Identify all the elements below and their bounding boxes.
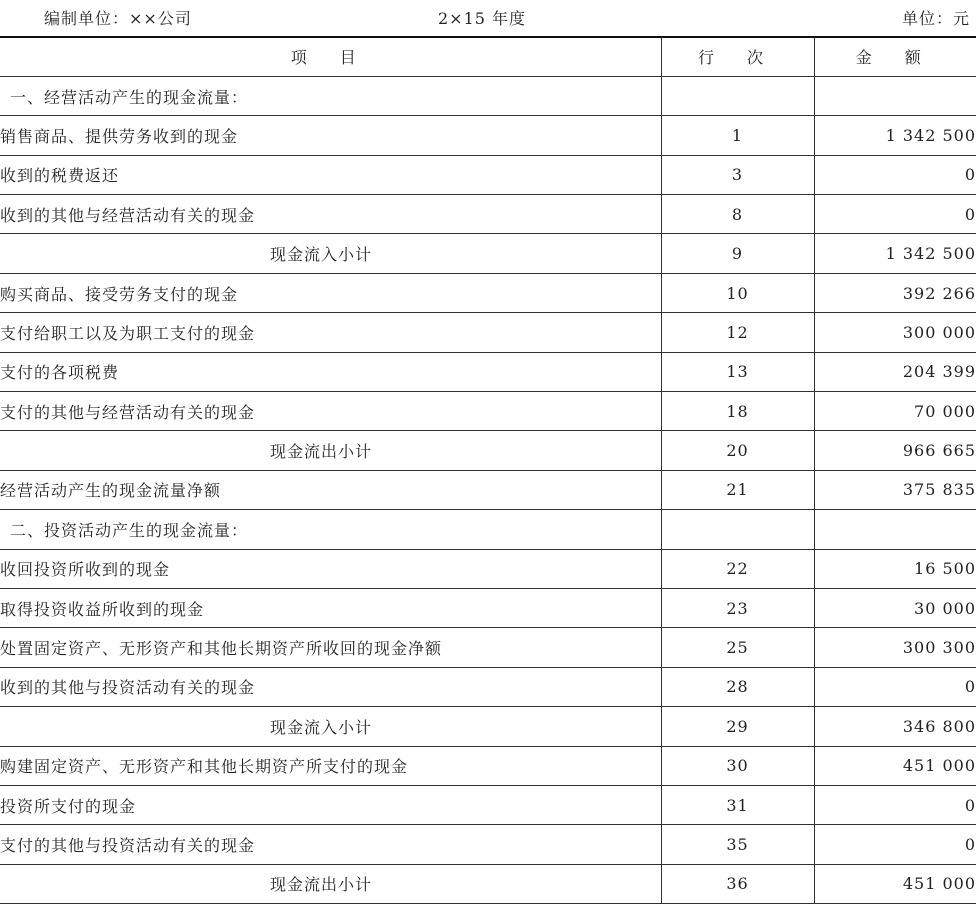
- item-cell: 现金流出小计: [0, 864, 661, 903]
- line-number-cell: 23: [661, 588, 814, 627]
- amount-cell: 204 399: [814, 352, 976, 391]
- line-number-cell: 36: [661, 864, 814, 903]
- amount-cell: 0: [814, 155, 976, 194]
- amount-cell: 0: [814, 195, 976, 234]
- cash-flow-table: [0, 36, 976, 904]
- amount-cell: 1 342 500: [814, 234, 976, 273]
- item-cell: 现金流出小计: [0, 431, 661, 470]
- amount-cell: 70 000: [814, 392, 976, 431]
- column-header-amount: 金 额: [814, 37, 976, 76]
- table-row: [0, 195, 976, 234]
- column-header-item: 项 目: [0, 37, 661, 76]
- amount-cell: 451 000: [814, 746, 976, 785]
- header-row: [0, 37, 976, 76]
- item-cell: 支付给职工以及为职工支付的现金: [0, 313, 661, 352]
- amount-cell: 300 000: [814, 313, 976, 352]
- table-body: [0, 76, 976, 903]
- line-number-cell: 35: [661, 825, 814, 864]
- statement-year: 2×15 年度: [438, 9, 527, 28]
- amount-cell: 16 500: [814, 549, 976, 588]
- line-number-cell: 20: [661, 431, 814, 470]
- line-number-cell: 29: [661, 707, 814, 746]
- line-number-cell: 22: [661, 549, 814, 588]
- amount-cell: 30 000: [814, 588, 976, 627]
- section-row: [0, 510, 976, 549]
- table-row: [0, 392, 976, 431]
- subtotal-row: [0, 864, 976, 903]
- line-number-cell: 31: [661, 785, 814, 824]
- table-row: [0, 155, 976, 194]
- table-row: [0, 746, 976, 785]
- table-row: [0, 628, 976, 667]
- item-cell: 支付的其他与投资活动有关的现金: [0, 825, 661, 864]
- table-row: [0, 470, 976, 509]
- item-cell: 购买商品、接受劳务支付的现金: [0, 273, 661, 312]
- line-number-cell: 3: [661, 155, 814, 194]
- item-cell: 二、投资活动产生的现金流量：: [0, 510, 661, 549]
- line-number-cell: 18: [661, 392, 814, 431]
- table-row: [0, 313, 976, 352]
- line-number-cell: 9: [661, 234, 814, 273]
- amount-cell: 451 000: [814, 864, 976, 903]
- amount-cell: 300 300: [814, 628, 976, 667]
- item-cell: 现金流入小计: [0, 234, 661, 273]
- table-header: [0, 37, 976, 76]
- line-number-cell: 8: [661, 195, 814, 234]
- item-cell: 经营活动产生的现金流量净额: [0, 470, 661, 509]
- statement-header: [0, 0, 976, 36]
- table-row: [0, 667, 976, 706]
- line-number-cell: 10: [661, 273, 814, 312]
- table-row: [0, 116, 976, 155]
- amount-cell: [814, 510, 976, 549]
- line-number-cell: 1: [661, 116, 814, 155]
- line-number-cell: [661, 510, 814, 549]
- amount-cell: 392 266: [814, 273, 976, 312]
- amount-cell: 346 800: [814, 707, 976, 746]
- item-cell: 收回投资所收到的现金: [0, 549, 661, 588]
- line-number-cell: 25: [661, 628, 814, 667]
- item-cell: 支付的各项税费: [0, 352, 661, 391]
- item-cell: 取得投资收益所收到的现金: [0, 588, 661, 627]
- line-number-cell: 28: [661, 667, 814, 706]
- line-number-cell: [661, 76, 814, 115]
- line-number-cell: 21: [661, 470, 814, 509]
- amount-cell: 0: [814, 785, 976, 824]
- amount-cell: 966 665: [814, 431, 976, 470]
- table-row: [0, 352, 976, 391]
- subtotal-row: [0, 431, 976, 470]
- section-row: [0, 76, 976, 115]
- item-cell: 现金流入小计: [0, 707, 661, 746]
- table-row: [0, 273, 976, 312]
- amount-cell: 0: [814, 825, 976, 864]
- table-row: [0, 825, 976, 864]
- amount-cell: 0: [814, 667, 976, 706]
- amount-cell: [814, 76, 976, 115]
- table-row: [0, 785, 976, 824]
- item-cell: 收到的其他与投资活动有关的现金: [0, 667, 661, 706]
- line-number-cell: 12: [661, 313, 814, 352]
- compiler-unit: 编制单位：××公司: [44, 9, 192, 28]
- item-cell: 投资所支付的现金: [0, 785, 661, 824]
- amount-cell: 1 342 500: [814, 116, 976, 155]
- amount-cell: 375 835: [814, 470, 976, 509]
- item-cell: 收到的其他与经营活动有关的现金: [0, 195, 661, 234]
- item-cell: 购建固定资产、无形资产和其他长期资产所支付的现金: [0, 746, 661, 785]
- line-number-cell: 30: [661, 746, 814, 785]
- table-row: [0, 588, 976, 627]
- subtotal-row: [0, 707, 976, 746]
- item-cell: 收到的税费返还: [0, 155, 661, 194]
- item-cell: 支付的其他与经营活动有关的现金: [0, 392, 661, 431]
- item-cell: 处置固定资产、无形资产和其他长期资产所收回的现金净额: [0, 628, 661, 667]
- currency-unit: 单位：元: [901, 9, 970, 28]
- line-number-cell: 13: [661, 352, 814, 391]
- table-row: [0, 549, 976, 588]
- item-cell: 销售商品、提供劳务收到的现金: [0, 116, 661, 155]
- subtotal-row: [0, 234, 976, 273]
- item-cell: 一、经营活动产生的现金流量：: [0, 76, 661, 115]
- column-header-line: 行 次: [661, 37, 814, 76]
